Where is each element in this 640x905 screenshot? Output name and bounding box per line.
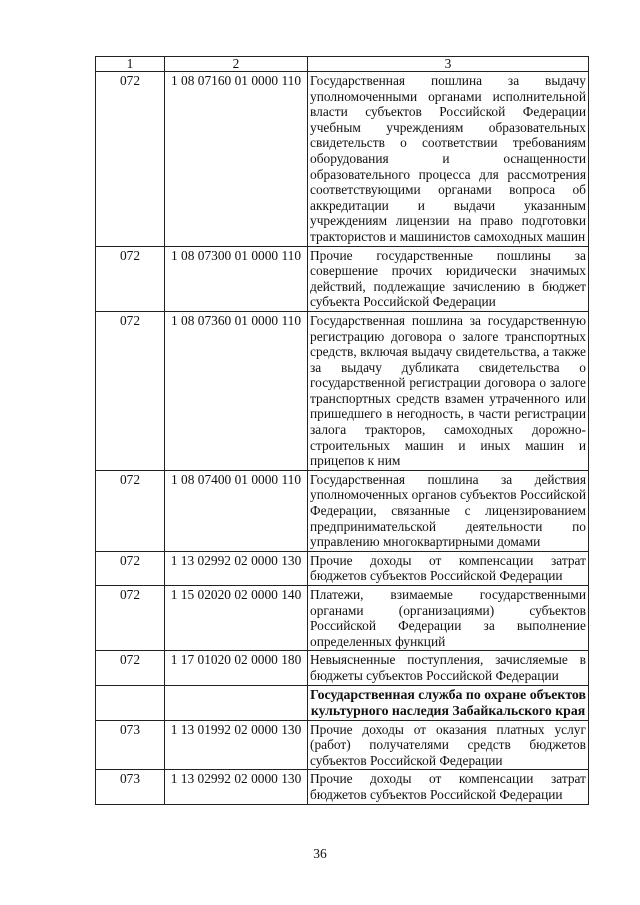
table-row xyxy=(96,72,589,247)
admin-code-cell: 072 xyxy=(96,586,165,651)
admin-code-cell: 072 xyxy=(96,651,165,685)
section-heading-row xyxy=(96,685,589,720)
column-3-header: 3 xyxy=(308,57,589,72)
budget-code-cell: 1 13 02992 02 0000 130 xyxy=(165,770,308,804)
table-row xyxy=(96,720,589,770)
admin-code-cell: 072 xyxy=(96,470,165,551)
budget-code-cell: 1 08 07400 01 0000 110 xyxy=(165,470,308,551)
admin-code-cell xyxy=(96,685,165,720)
budget-code-cell: 1 08 07300 01 0000 110 xyxy=(165,246,308,311)
column-1-header: 1 xyxy=(96,57,165,72)
table-row xyxy=(96,770,589,804)
column-2-header: 2 xyxy=(165,57,308,72)
description-cell: Прочие государственные пошлины за совершение прочих юридически значимых действий, подлежащие зачислению в бюджет субъекта Российской Федерации xyxy=(308,246,589,311)
budget-code-cell: 1 13 02992 02 0000 130 xyxy=(165,551,308,585)
budget-code-cell xyxy=(165,685,308,720)
description-cell: Государственная пошлина за выдачу уполномоченными органами исполнительной власти субъектов Российской Федерации учебным учреждениям образовательных свидетельств о соответствии требованиям оборудования и оснащенности образовательного процесса для рассмотрения соответствующими органами вопроса об аккредитации и выдачи указанным учреждениям лицензии на право подготовки трактористов и машинистов самоходных машин xyxy=(308,72,589,247)
description-cell: Государственная пошлина за государственную регистрацию договора о залоге транспортных средств, включая выдачу свидетельства, а также за выдачу дубликата свидетельства о государственной регистрации договора о залоге транспортных средств взамен утраченного или пришедшего в негодность, в части регистрации залога тракторов, самоходных дорожно-строительных машин и иных машин и прицепов к ним xyxy=(308,311,589,470)
budget-code-cell: 1 08 07160 01 0000 110 xyxy=(165,72,308,247)
description-cell: Прочие доходы от оказания платных услуг (работ) получателями средств бюджетов субъектов Российской Федерации xyxy=(308,720,589,770)
description-cell: Платежи, взимаемые государственными органами (организациями) субъектов Российской Федерации за выполнение определенных функций xyxy=(308,586,589,651)
table-row xyxy=(96,470,589,551)
description-cell: Государственная пошлина за действия уполномоченных органов субъектов Российской Федерации, связанные с лицензированием предпринимательской деятельности по управлению многоквартирными домами xyxy=(308,470,589,551)
admin-code-cell: 072 xyxy=(96,311,165,470)
revenue-codes-table xyxy=(95,56,589,805)
budget-code-cell: 1 17 01020 02 0000 180 xyxy=(165,651,308,685)
budget-code-cell: 1 08 07360 01 0000 110 xyxy=(165,311,308,470)
admin-code-cell: 072 xyxy=(96,551,165,585)
table-header-row xyxy=(96,57,589,72)
table-row xyxy=(96,586,589,651)
admin-code-cell: 072 xyxy=(96,72,165,247)
table-row xyxy=(96,246,589,311)
table-row xyxy=(96,311,589,470)
admin-code-cell: 073 xyxy=(96,770,165,804)
budget-code-cell: 1 13 01992 02 0000 130 xyxy=(165,720,308,770)
table-row xyxy=(96,551,589,585)
page-number: 36 xyxy=(313,846,327,861)
description-cell: Прочие доходы от компенсации затрат бюджетов субъектов Российской Федерации xyxy=(308,770,589,804)
description-cell: Прочие доходы от компенсации затрат бюджетов субъектов Российской Федерации xyxy=(308,551,589,585)
admin-code-cell: 072 xyxy=(96,246,165,311)
section-heading: Государственная служба по охране объектов культурного наследия Забайкальского края xyxy=(308,685,589,720)
budget-code-cell: 1 15 02020 02 0000 140 xyxy=(165,586,308,651)
table-row xyxy=(96,651,589,685)
description-cell: Невыясненные поступления, зачисляемые в бюджеты субъектов Российской Федерации xyxy=(308,651,589,685)
admin-code-cell: 073 xyxy=(96,720,165,770)
